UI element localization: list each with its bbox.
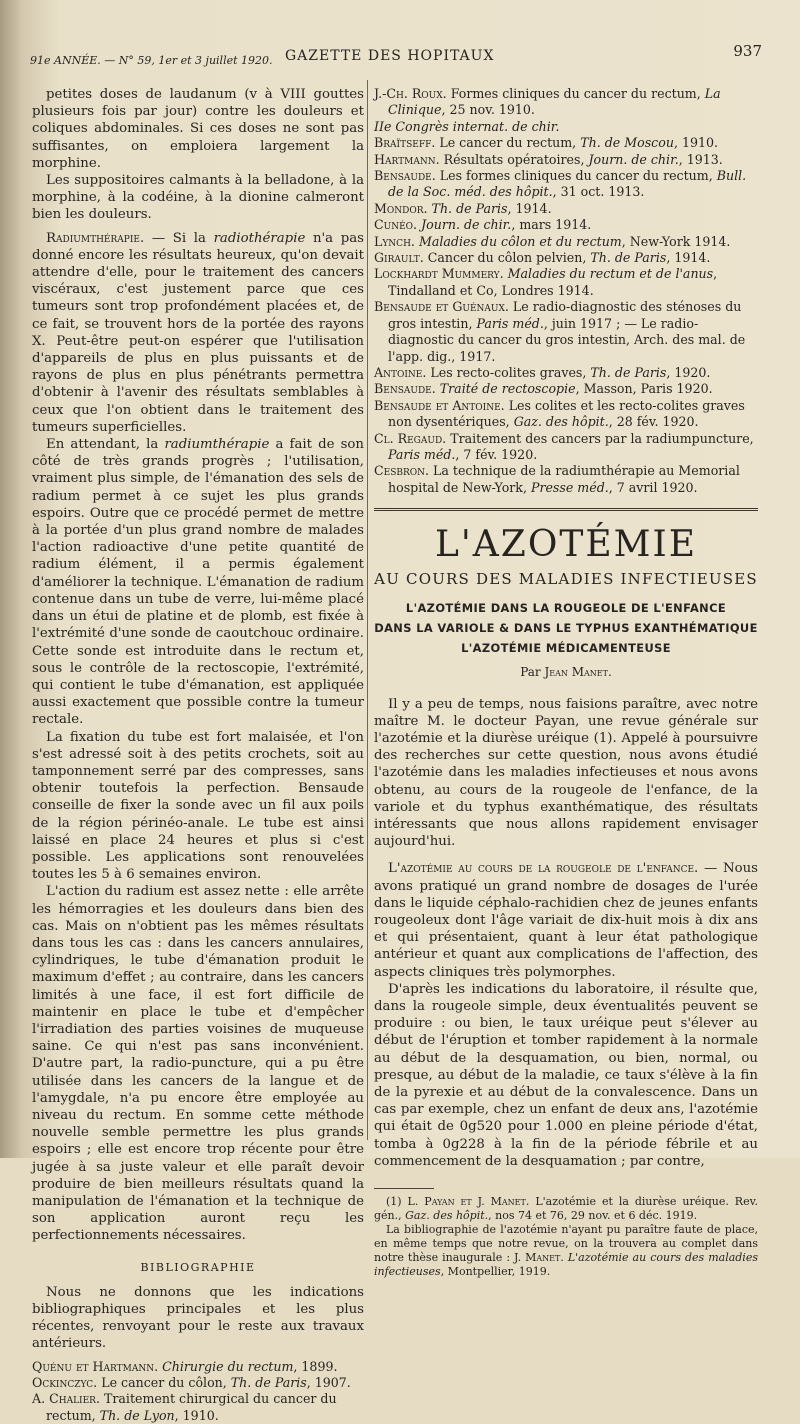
reference-item: Cunéo. Journ. de chir., mars 1914. (374, 217, 592, 233)
bibliography-heading: BIBLIOGRAPHIE (140, 1260, 256, 1274)
reference-item: A. Chalier. Traitement chirurgical du cancer du rectum, Th. de Lyon, 1910. (32, 1391, 337, 1423)
reference-item: Bensaude et Guénaux. Le radio-diagnostic des sténoses du gros intestin, Paris méd., juin 1917 ; — Le radio-diagnostic du cancer du gros intestin, Arch. des mal. de l'app. dig., 1917. (374, 299, 746, 364)
reference-item: Bensaude. Traité de rectoscopie, Masson, Paris 1920. (374, 381, 713, 397)
reference-item: Cesbron. La technique de la radiumthérapie au Memorial hospital de New-York, Presse méd., 7 avril 1920. (374, 463, 740, 495)
footnote: (1) L. Payan et J. Manet. L'azotémie et la diurèse uréique. Rev. gén., Gaz. des hôpit., nos 74 et 76, 29 nov. et 6 déc. 1919. La bibliographie de l'azotémie n'ayant pu paraître faute de place, en même temps que notre revue, on la trouvera au complet dans notre thèse inaugurale : J. Manet. L'azotémie au cours des maladies infectieuses, Montpellier, 1919. (374, 1195, 758, 1279)
column-divider (367, 80, 368, 1140)
paragraph: L'action du radium est assez nette : elle arrête les hémorragies et les douleurs dans bien des cas. Mais on n'obtient pas les mêmes résultats dans tous les cas : dans les cancers annulaires, cylindriques, le tube d'émanation produit le maximum d'effet ; au contraire, dans les cancers limités à une face, il est fort difficile de maintenir en place le tube et d'empêcher l'irradiation des parties voisines de muqueuse saine. Ce qui n'est pas sans inconvénient. D'autre part, la radio-puncture, qui a pu être utilisée dans les cancers de la langue et de l'amygdale, n'a pu encore être employée au niveau du rectum. En somme cette méthode nouvelle semble permettre les plus grands espoirs ; elle est encore trop récente pour être jugée à sa juste valeur et elle paraît devoir produire de bien meilleurs résultats quand la manipulation de l'émanation et la technique de son application auront reçu les perfectionnements nécessaires. (32, 884, 364, 1244)
paragraph: L'azotémie au cours de la rougeole de l'enfance. — Nous avons pratiqué un grand nombre de dosages de l'urée dans le liquide céphalo-rachidien chez de jeunes enfants rougeoleux dont l'âge variait de dix-huit mois à dix ans et qui présentaient, quant à leur état pathologique antérieur et quant aux complications de l'affection, des aspects cliniques très polymorphes. (374, 861, 758, 980)
paragraph: Les suppositoires calmants à la belladone, à la morphine, à la codéine, à la dionine calmeront bien les douleurs. (32, 173, 364, 223)
reference-item: Hartmann. Résultats opératoires, Journ. de chir., 1913. (374, 151, 723, 167)
reference-item: Lockhardt Mummery. Maladies du rectum et de l'anus, Tindalland et Co, Londres 1914. (374, 266, 718, 298)
reference-item: Bensaude et Antoine. Les colites et les recto-colites graves non dysentériques, Gaz. des hôpit., 28 fév. 1920. (374, 397, 745, 430)
reference-item: Lynch. Maladies du côlon et du rectum, New-York 1914. (374, 233, 731, 249)
journal-title: GAZETTE DES HOPITAUX (285, 48, 495, 64)
article-subtitle: AU COURS DES MALADIES INFECTIEUSES (374, 570, 758, 589)
reference-item: Bensaude. Les formes cliniques du cancer du rectum, Bull. de la Soc. méd. des hôpit., 31 oct. 1913. (374, 168, 747, 200)
reference-item: Antoine. Les recto-colites graves, Th. de Paris, 1920. (374, 364, 711, 380)
article-heading: L'AZOTÉMIE DANS LA ROUGEOLE DE L'ENFANCE (405, 601, 727, 616)
footnote-divider (374, 1188, 434, 1189)
paragraph: Radiumthérapie. — Si la radiothérapie n'a pas donné encore les résultats heureux, qu'on devait attendre d'elle, pour le traitement des cancers viscéraux, c'est justement parce que ces tumeurs sont trop profondément placées et, de ce fait, se trouvent hors de la portée des rayons X. Peut-être peut-on espérer que l'utilisation d'appareils de plus en plus puissants et de rayons de plus en plus pénétrants permettra d'obtenir à l'avenir des résultats semblables à ceux que l'on obtient dans le traitement des tumeurs superficielles. (32, 230, 364, 435)
reference-item: Braïtseff. Le cancer du rectum, Th. de Moscou, 1910. (374, 135, 718, 151)
page-number: 937 (733, 42, 762, 60)
paragraph: Nous ne donnons que les indications bibliographiques principales et les plus récentes, renvoyant pour le reste aux travaux antérieurs. (32, 1284, 364, 1352)
reference-item: Cl. Regaud. Traitement des cancers par la radiumpuncture, Paris méd., 7 fév. 1920. (374, 430, 754, 462)
paragraph: En attendant, la radiumthérapie a fait de son côté de très grands progrès ; l'utilisation, vraiment plus simple, de l'émanation des sels de radium permet à ce sujet les plus grands espoirs. Outre que ce procédé permet de mettre à la portée d'un plus grand nombre de malades l'action radioactive d'une petite quantité de radium élément, il a permis également d'améliorer la technique. L'émanation de radium contenue dans un tube de verre, lui-même placé dans un étui de platine et de plomb, est fixée à l'extrémité d'une sonde de caoutchouc ordinaire. Cette sonde est introduite dans le rectum et, sous le contrôle de la rectoscopie, l'extrémité, qui contient le tube d'émanation, est appliquée aussi exactement que possible contre la tumeur rectale. (32, 437, 364, 728)
reference-item: Mondor. Th. de Paris, 1914. (374, 200, 552, 216)
page-header (30, 40, 762, 74)
paragraph: Il y a peu de temps, nous faisions paraître, avec notre maître M. le docteur Payan, une revue générale sur l'azotémie et la diurèse uréique (1). Appelé à poursuivre des recherches sur cette question, nous avons étudié l'azotémie dans les maladies infectieuses et nous avons obtenu, au cours de la rougeole de l'enfance, de la variole et du typhus exanthématique, des résultats intéressants que nous allons rapidement envisager aujourd'hui. (374, 696, 758, 850)
issue-info: 91e ANNÉE. — N° 59, 1er et 3 juillet 1920. (30, 54, 273, 67)
reference-item: Ockinczyc. Le cancer du côlon, Th. de Paris, 1907. (32, 1375, 351, 1391)
reference-item: J.-Ch. Roux. Formes cliniques du cancer du rectum, La Clinique, 25 nov. 1910. (374, 86, 721, 118)
right-column (374, 86, 758, 1279)
article-title: L'AZOTÉMIE (435, 524, 697, 566)
term-radiumtherapie: Radiumthérapie. (46, 230, 145, 246)
paragraph: La fixation du tube est fort malaisée, et l'on s'est adressé soit à des petits crochets, soit au tamponnement serré par des compresses, sans obtenir toutefois la perfection. Bensaude conseille de fixer la sonde avec un fil aux poils de la région périnéo-anale. Le tube est ainsi laissé en place 24 heures et plus si c'est possible. Les applications sont renouvelées toutes les 5 à 6 semaines environ. (32, 729, 364, 883)
reference-item: Quénu et Hartmann. Chirurgie du rectum, 1899. (32, 1358, 338, 1374)
article-heading: L'AZOTÉMIE MÉDICAMENTEUSE (461, 641, 671, 656)
section-divider (374, 508, 758, 511)
article-author: Par Jean Manet. (520, 665, 612, 680)
reference-item: Girault. Cancer du côlon pelvien, Th. de Paris, 1914. (374, 250, 711, 266)
reference-item: IIe Congrès internat. de chir. (374, 118, 560, 134)
paragraph: D'après les indications du laboratoire, il résulte que, dans la rougeole simple, deux éventualités peuvent se produire : ou bien, le taux uréique peut s'élever au début de l'éruption et tomber rapidement à la normale au début de la desquamation, ou bien, normal, ou presque, au début de la maladie, ce taux s'élève à la fin de la pyrexie et au début de la convalescence. Dans un cas par exemple, chez un enfant de deux ans, l'azotémie qui était de 0g520 pour 1.000 en pleine période d'état, tomba à 0g228 à la fin de la période fébrile et au commencement de la desquamation ; par contre, (374, 981, 758, 1169)
article-heading: DANS LA VARIOLE & DANS LE TYPHUS EXANTHÉMATIQUE (374, 621, 758, 636)
paragraph: petites doses de laudanum (v à VIII gouttes plusieurs fois par jour) contre les douleurs et coliques abdominales. Si ces doses ne sont pas suffisantes, on emploiera largement la morphine. (32, 87, 364, 171)
left-column (32, 86, 364, 1424)
